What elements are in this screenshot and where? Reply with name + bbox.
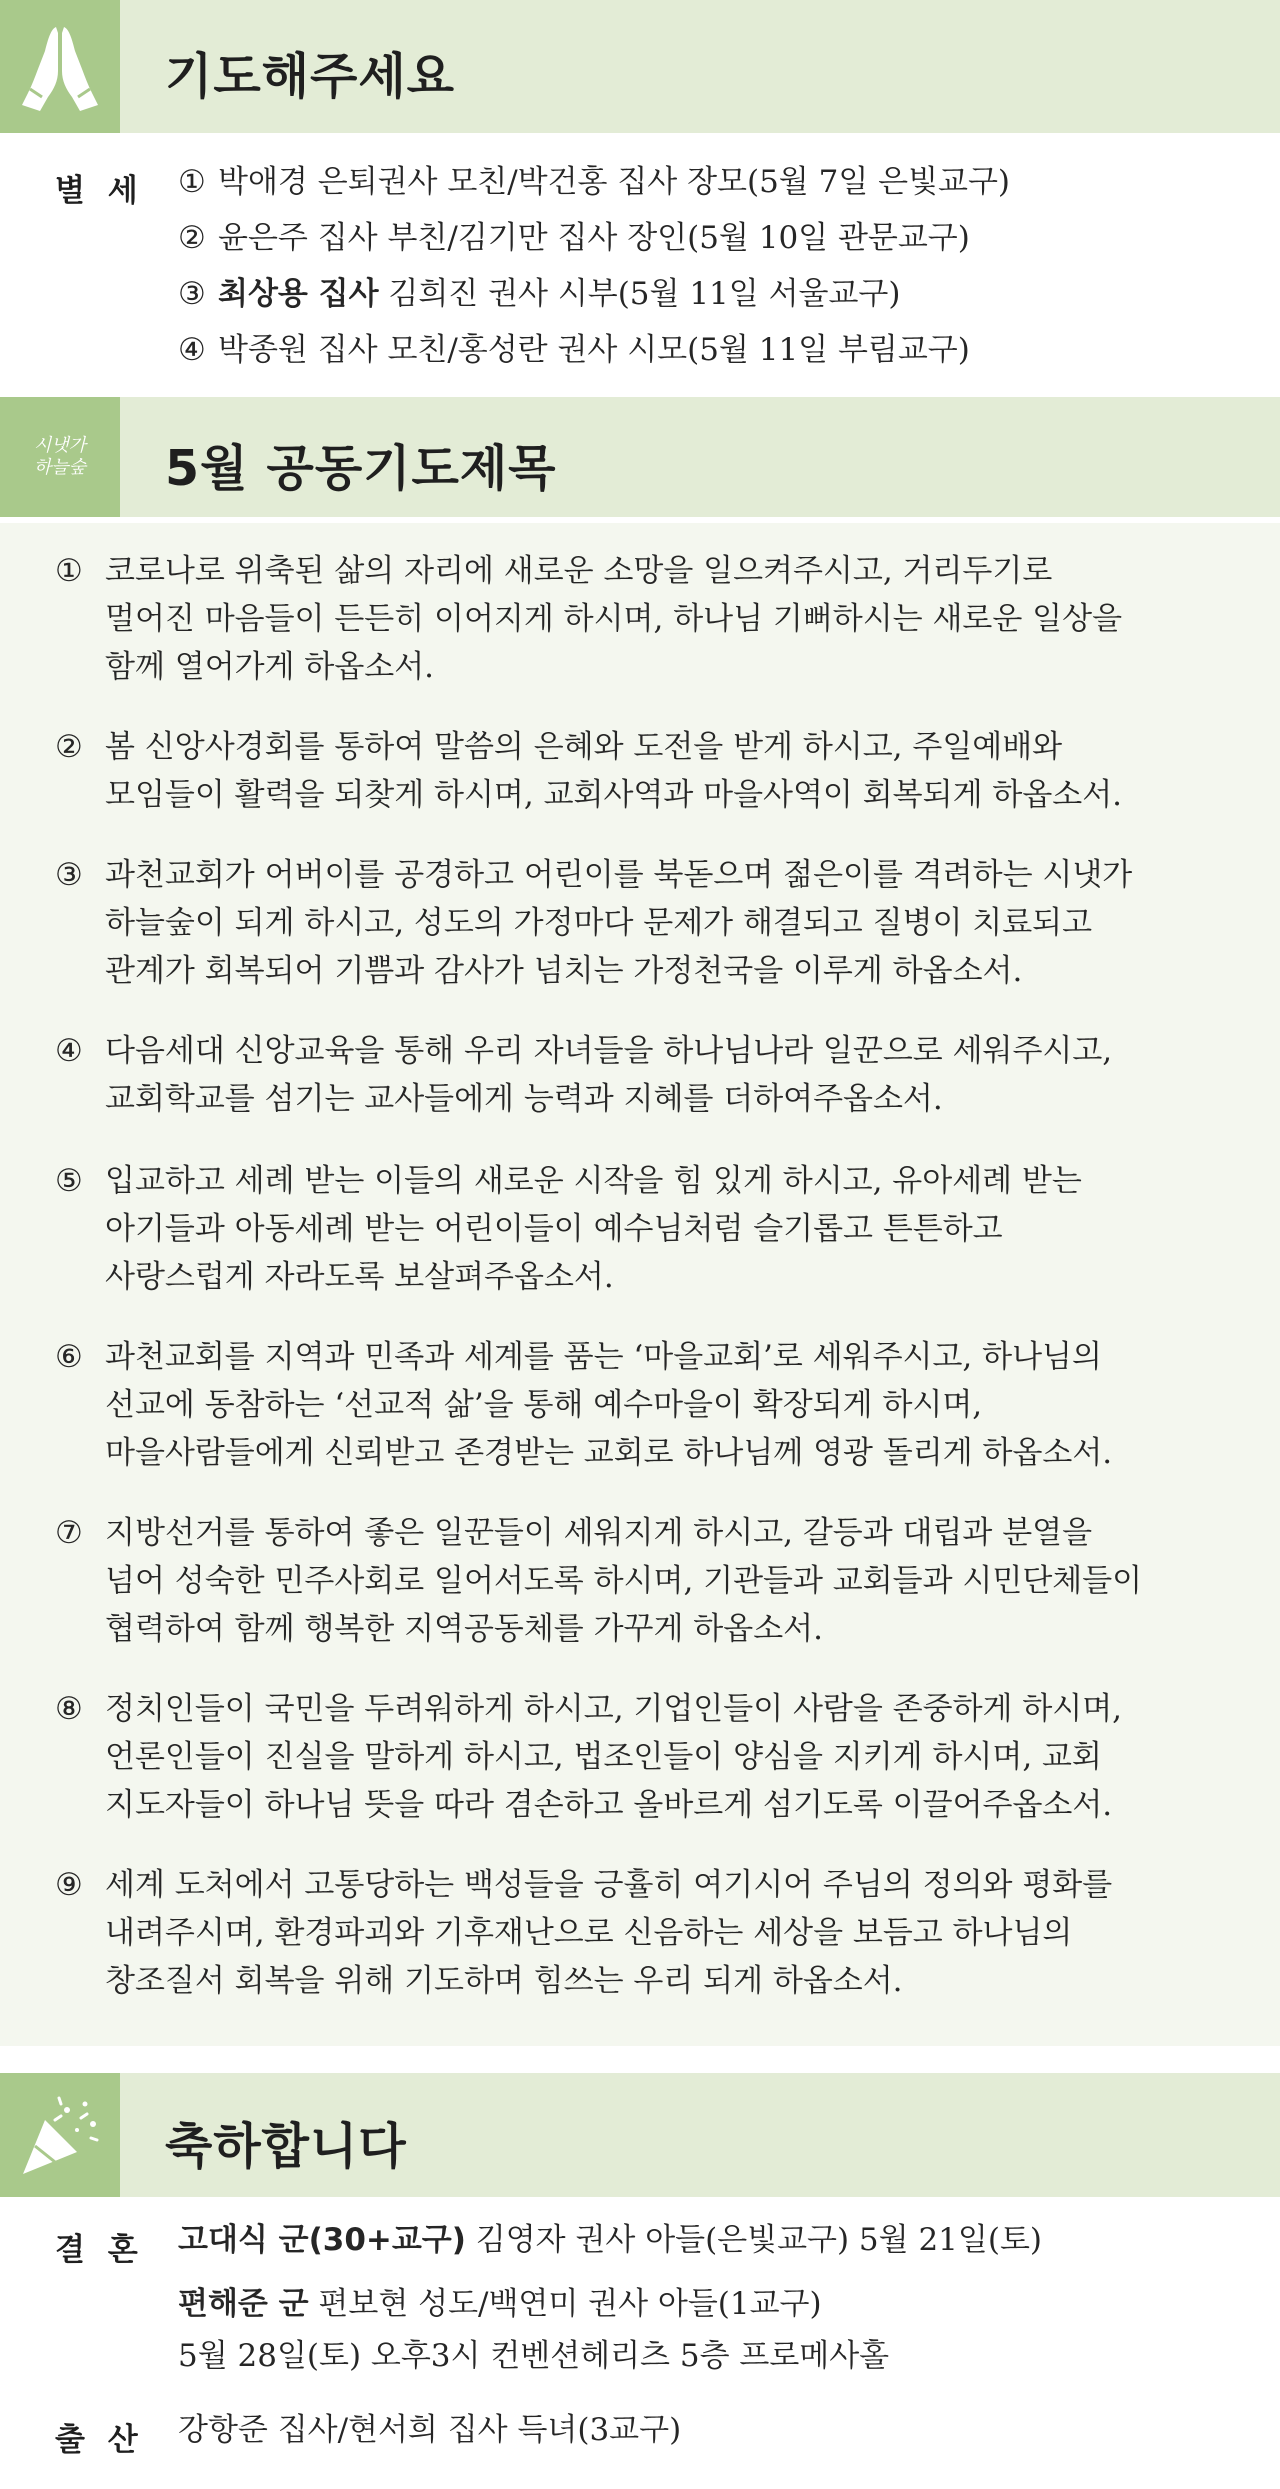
congrats-section-title: 축하합니다	[165, 2118, 407, 2175]
congrats-icon-box	[0, 2073, 120, 2197]
prayer-item: ③ 과천교회가 어버이를 공경하고 어린이를 북돋으며 젊은이를 격려하는 시냇가 하늘숲이 되게 하시고, 성도의 가정마다 문제가 해결되고 질병이 치료되고 관계가 회복되어 기쁨과 감사가 넘치는 가정천국을 이루게 하옵소서.	[55, 857, 1133, 989]
death-item: ④ 박종원 집사 모친/홍성란 권사 시모(5월 11일 부림교구)	[178, 332, 970, 368]
prayer-item: ② 봄 신앙사경회를 통하여 말씀의 은혜와 도전을 받게 하시고, 주일예배와 모임들이 활력을 되찾게 하시며, 교회사역과 마을사역이 회복되게 하옵소서.	[55, 729, 1123, 813]
church-logo: 시냇가 하늘숲	[33, 435, 87, 478]
prayer-item: ① 코로나로 위축된 삶의 자리에 새로운 소망을 일으켜주시고, 거리두기로 멀어진 마음들이 든든히 이어지게 하시며, 하나님 기뻐하시는 새로운 일상을 함께 열어가게 하옵소서.	[55, 553, 1123, 685]
pray-section-title: 기도해주세요	[165, 48, 456, 105]
prayer-item: ⑥ 과천교회를 지역과 민족과 세계를 품는 ‘마을교회’로 세워주시고, 하나님의 선교에 동참하는 ‘선교적 삶’을 통해 예수마을이 확장되게 하시며, 마을사람들에게 신뢰받고 존경받는 교회로 하나님께 영광 돌리게 하옵소서.	[55, 1339, 1113, 1471]
wedding-item: 고대식 군(30+교구) 김영자 권사 아들(은빛교구) 5월 21일(토)	[178, 2222, 1042, 2258]
death-item: ① 박애경 은퇴권사 모친/박건홍 집사 장모(5월 7일 은빛교구)	[178, 164, 1011, 200]
wedding-label: 결 혼	[55, 2232, 144, 2268]
pray-section-header	[0, 0, 1280, 133]
prayer-item: ⑨ 세계 도처에서 고통당하는 백성들을 긍휼히 여기시어 주님의 정의와 평화를 내려주시며, 환경파괴와 기후재난으로 신음하는 세상을 보듬고 하나님의 창조질서 회복을 위해 기도하며 힘쓰는 우리 되게 하옵소서.	[55, 1867, 1113, 1999]
wedding-item: 5월 28일(토) 오후3시 컨벤션헤리츠 5층 프로메사홀	[178, 2338, 890, 2374]
monthly-section-header	[0, 397, 1280, 517]
monthly-logo-box	[0, 397, 120, 517]
praying-hands-icon	[18, 19, 102, 115]
party-popper-icon	[15, 2090, 105, 2180]
birth-item: 강항준 집사/현서희 집사 득녀(3교구)	[178, 2412, 682, 2448]
pray-icon-box	[0, 0, 120, 133]
birth-label: 출 산	[55, 2422, 144, 2458]
wedding-item: 편해준 군 편보현 성도/백연미 권사 아들(1교구)	[178, 2286, 822, 2322]
prayer-item: ④ 다음세대 신앙교육을 통해 우리 자녀들을 하나님나라 일꾼으로 세워주시고, 교회학교를 섬기는 교사들에게 능력과 지혜를 더하여주옵소서.	[55, 1033, 1113, 1117]
death-item: ③ 최상용 집사 김희진 권사 시부(5월 11일 서울교구)	[178, 276, 901, 312]
prayer-item: ⑧ 정치인들이 국민을 두려워하게 하시고, 기업인들이 사람을 존중하게 하시며, 언론인들이 진실을 말하게 하시고, 법조인들이 양심을 지키게 하시며, 교회 지도자들이 하나님 뜻을 따라 겸손하고 올바르게 섬기도록 이끌어주옵소서.	[55, 1691, 1123, 1823]
death-item: ② 윤은주 집사 부친/김기만 집사 장인(5월 10일 관문교구)	[178, 220, 970, 256]
monthly-section-title: 5월 공동기도제목	[165, 440, 557, 497]
prayer-item: ⑦ 지방선거를 통하여 좋은 일꾼들이 세워지게 하시고, 갈등과 대립과 분열을 넘어 성숙한 민주사회로 일어서도록 하시며, 기관들과 교회들과 시민단체들이 협력하여 함께 행복한 지역공동체를 가꾸게 하옵소서.	[55, 1515, 1143, 1647]
congrats-section-header	[0, 2073, 1280, 2197]
prayer-item: ⑤ 입교하고 세례 받는 이들의 새로운 시작을 힘 있게 하시고, 유아세례 받는 아기들과 아동세례 받는 어린이들이 예수님처럼 슬기롭고 튼튼하고 사랑스럽게 자라도록 보살펴주옵소서.	[55, 1163, 1082, 1295]
prayer-items-panel	[0, 523, 1280, 2046]
deaths-label: 별 세	[55, 173, 144, 209]
